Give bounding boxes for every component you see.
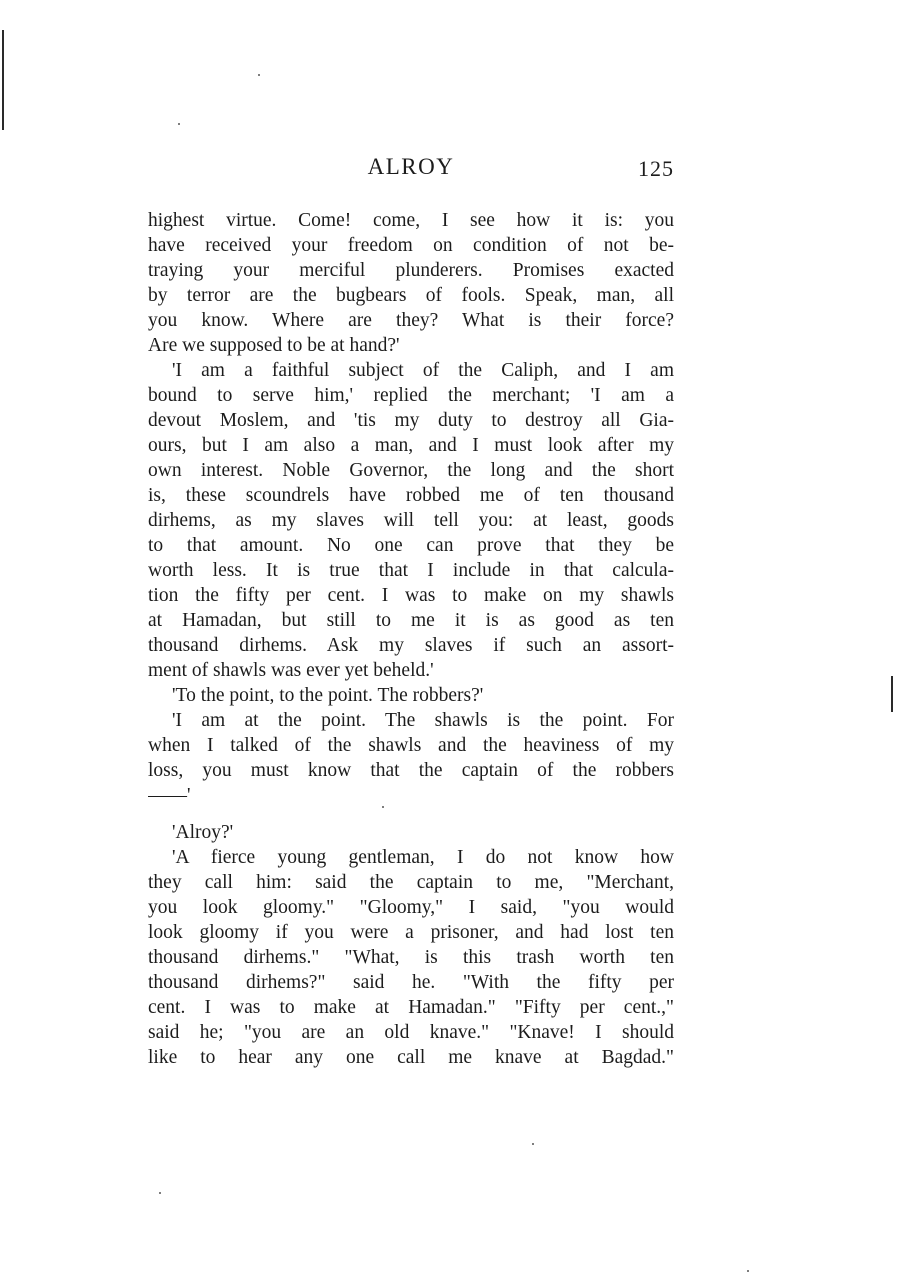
text-line: traying your merciful plunderers. Promises exacted: [148, 260, 674, 281]
text-line: ——': [148, 785, 191, 806]
text-line: at Hamadan, but still to me it is as good as ten: [148, 610, 674, 631]
text-line: ment of shawls was ever yet beheld.': [148, 660, 434, 681]
text-line: devout Moslem, and 'tis my duty to destroy all Gia-: [148, 410, 674, 431]
text-line: worth less. It is true that I include in that calcula-: [148, 560, 674, 581]
text-line: you look gloomy." "Gloomy," I said, "you would: [148, 897, 674, 918]
text-line: highest virtue. Come! come, I see how it is: you: [148, 210, 674, 231]
text-line: 'I am at the point. The shawls is the point. For: [172, 710, 674, 731]
scan-edge-mark: [2, 30, 4, 130]
scan-speck: [532, 1143, 534, 1145]
running-head: [148, 154, 674, 186]
margin-mark: [891, 676, 893, 712]
text-line: tion the fifty per cent. I was to make on my shawls: [148, 585, 674, 606]
scan-speck: [258, 74, 260, 76]
text-line: you know. Where are they? What is their force?: [148, 310, 674, 331]
text-line: 'A fierce young gentleman, I do not know how: [172, 847, 674, 868]
text-line: like to hear any one call me knave at Bagdad.": [148, 1047, 674, 1068]
text-line: ours, but I am also a man, and I must look after my: [148, 435, 674, 456]
text-line: 'To the point, to the point. The robbers?': [172, 685, 484, 706]
text-line: is, these scoundrels have robbed me of ten thousand: [148, 485, 674, 506]
text-line: have received your freedom on condition of not be-: [148, 235, 674, 256]
text-line: to that amount. No one can prove that they be: [148, 535, 674, 556]
text-line: own interest. Noble Governor, the long and the short: [148, 460, 674, 481]
body-text: [148, 208, 674, 1070]
text-line: bound to serve him,' replied the merchant; 'I am a: [148, 385, 674, 406]
text-line: cent. I was to make at Hamadan." "Fifty per cent.,": [148, 997, 674, 1018]
paragraph-gap: [148, 808, 674, 820]
scan-speck: [178, 123, 180, 125]
book-title: ALROY: [367, 154, 455, 179]
text-line: they call him: said the captain to me, "Merchant,: [148, 872, 674, 893]
scan-speck: [159, 1192, 161, 1194]
text-line: look gloomy if you were a prisoner, and had lost ten: [148, 922, 674, 943]
text-line: 'Alroy?': [172, 822, 234, 843]
scan-speck: [747, 1270, 749, 1272]
text-line: Are we supposed to be at hand?': [148, 335, 400, 356]
text-line: thousand dirhems?" said he. "With the fifty per: [148, 972, 674, 993]
text-line: loss, you must know that the captain of the robbers: [148, 760, 674, 781]
text-line: thousand dirhems." "What, is this trash worth ten: [148, 947, 674, 968]
page-number: 125: [638, 156, 674, 181]
text-line: 'I am a faithful subject of the Caliph, and I am: [172, 360, 674, 381]
text-line: when I talked of the shawls and the heaviness of my: [148, 735, 674, 756]
text-line: said he; "you are an old knave." "Knave! I should: [148, 1022, 674, 1043]
text-line: dirhems, as my slaves will tell you: at least, goods: [148, 510, 674, 531]
text-line: thousand dirhems. Ask my slaves if such an assort-: [148, 635, 674, 656]
text-line: by terror are the bugbears of fools. Speak, man, all: [148, 285, 674, 306]
